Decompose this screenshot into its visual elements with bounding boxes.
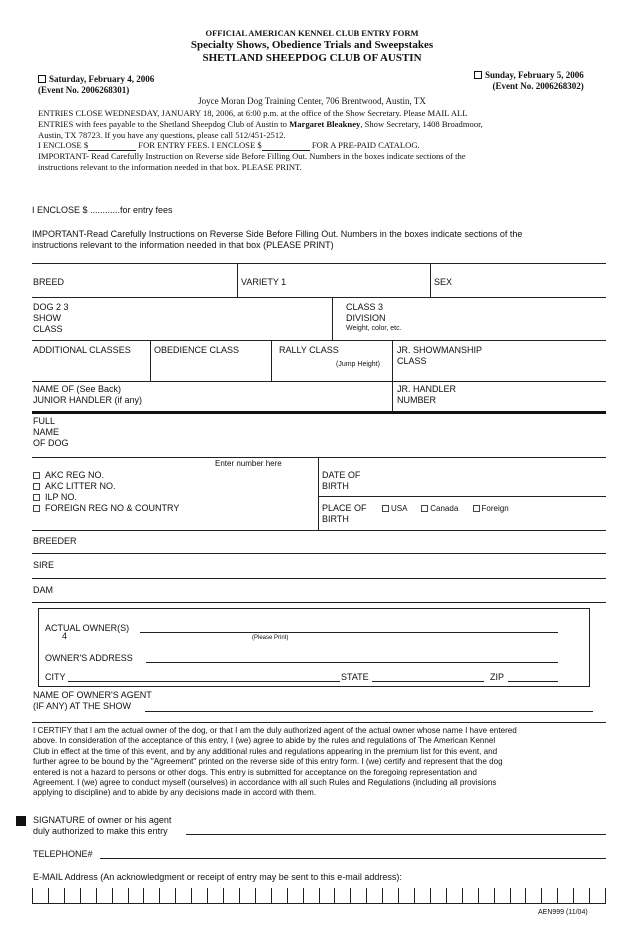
junior-handler-name-field[interactable]: NAME OF (See Back) JUNIOR HANDLER (if any) xyxy=(33,384,143,405)
ilp-option[interactable]: ILP NO. xyxy=(33,492,179,503)
foreign-reg-checkbox[interactable] xyxy=(33,505,40,512)
breed-field[interactable]: BREED xyxy=(33,277,65,287)
email-cell-divider xyxy=(271,888,272,904)
email-cell-divider xyxy=(207,888,208,904)
email-cell-divider xyxy=(541,888,542,904)
email-cell-divider xyxy=(494,888,495,904)
email-cell-divider xyxy=(175,888,176,904)
email-cell-divider xyxy=(334,888,335,904)
place-of-birth-field: PLACE OF BIRTH xyxy=(322,503,367,524)
divider xyxy=(318,457,319,530)
header-line-3: SHETLAND SHEEPDOG CLUB OF AUSTIN xyxy=(202,52,422,64)
divider xyxy=(271,340,272,381)
divider xyxy=(150,340,151,381)
registration-options xyxy=(33,470,179,514)
foreign-reg-option[interactable]: FOREIGN REG NO & COUNTRY xyxy=(33,503,179,514)
sunday-event-number: (Event No. 2006268302) xyxy=(492,81,584,91)
divider xyxy=(392,381,393,411)
city-line[interactable] xyxy=(68,681,340,682)
divider xyxy=(430,263,431,297)
saturday-checkbox[interactable] xyxy=(38,75,46,83)
email-cell-divider xyxy=(446,888,447,904)
email-cell-divider xyxy=(239,888,240,904)
signature-label: SIGNATURE of owner or his agent duly authorized to make this entry xyxy=(33,815,172,836)
owner-box xyxy=(38,608,590,687)
sunday-date: Sunday, February 5, 2006 xyxy=(485,70,584,80)
divider xyxy=(32,602,606,603)
certify-line: above. In consideration of the acceptance of this entry, I (we) agree to abide by the rules and regulations of The American Kennel xyxy=(33,736,496,746)
state-line[interactable] xyxy=(372,681,484,682)
email-input-cells[interactable] xyxy=(32,888,606,904)
usa-checkbox[interactable] xyxy=(382,505,389,512)
certification-paragraph xyxy=(33,726,609,799)
obedience-class-field[interactable]: OBEDIENCE CLASS xyxy=(154,345,240,355)
show-class-field[interactable]: DOG 2 3 SHOW CLASS xyxy=(33,302,69,334)
divider xyxy=(392,340,393,381)
divider xyxy=(32,340,606,341)
division-hint: Weight, color, etc. xyxy=(346,325,402,332)
divider xyxy=(32,722,606,723)
certify-line: I CERTIFY that I am the actual owner of the dog, or that I am the duly authorized agent of the actual owner whose name I have entered xyxy=(33,726,517,735)
akc-litter-option[interactable]: AKC LITTER NO. xyxy=(33,481,179,492)
certify-line: Agreement. I (we) agree to conduct myself (ourselves) in accordance with all such Rules and Regulations (including all provisions xyxy=(33,778,497,788)
email-cell-divider xyxy=(64,888,65,904)
state-label: STATE xyxy=(341,672,369,682)
certify-line: applying to discipline) and to abide by any decisions made in accord with them. xyxy=(33,788,316,798)
certify-line: further agree to be bound by the "Agreement" printed on the reverse side of this entry form. I (we) certify and represent that the dog xyxy=(33,757,503,767)
enter-number-hint: Enter number here xyxy=(215,459,282,468)
thick-divider xyxy=(32,411,606,414)
important-line-2: instructions relevant to the information needed in that box (PLEASE PRINT) xyxy=(32,240,334,250)
class-division-field[interactable]: CLASS 3 DIVISION Weight, color, etc. xyxy=(346,302,402,332)
jr-handler-number-field[interactable]: JR. HANDLER NUMBER xyxy=(397,384,457,405)
email-cell-divider xyxy=(128,888,129,904)
owner-address-line[interactable] xyxy=(146,662,558,663)
akc-litter-checkbox[interactable] xyxy=(33,483,40,490)
header-line-1: OFFICIAL AMERICAN KENNEL CLUB ENTRY FORM xyxy=(205,28,419,38)
divider xyxy=(237,263,238,297)
telephone-line[interactable] xyxy=(100,858,606,859)
email-cell-divider xyxy=(48,888,49,904)
email-cell-divider xyxy=(605,888,606,904)
email-cell-divider xyxy=(525,888,526,904)
secretary-name: Margaret Bleakney xyxy=(289,118,361,129)
divider xyxy=(332,297,333,340)
sire-field[interactable]: SIRE xyxy=(33,560,55,570)
zip-label: ZIP xyxy=(490,672,505,682)
entries-line-6: instructions relevant to the information needed in that box. PLEASE PRINT. xyxy=(38,161,302,172)
owners-agent-line[interactable] xyxy=(145,711,593,712)
foreign-option[interactable]: Foreign xyxy=(473,504,509,513)
email-cell-divider xyxy=(96,888,97,904)
city-label: CITY xyxy=(45,672,66,682)
email-cell-divider xyxy=(159,888,160,904)
birth-country-options xyxy=(382,504,509,513)
email-cell-divider xyxy=(366,888,367,904)
entries-line-1: ENTRIES CLOSE WEDNESDAY, JANUARY 18, 2006, at 6:00 p.m. at the office of the Show Secretary. Please MAIL ALL xyxy=(38,108,468,118)
date-of-birth-field[interactable]: DATE OF BIRTH xyxy=(322,470,361,491)
full-name-of-dog-field[interactable]: FULL NAME OF DOG xyxy=(33,416,69,448)
email-cell-divider xyxy=(510,888,511,904)
email-cell-divider xyxy=(143,888,144,904)
divider xyxy=(32,578,606,579)
entries-line-4: I ENCLOSE $ FOR ENTRY FEES. I ENCLOSE $ FOR A PRE-PAID CATALOG. xyxy=(38,140,420,151)
divider xyxy=(32,457,606,458)
email-cell-divider xyxy=(32,888,33,904)
enclose-line[interactable]: I ENCLOSE $ ............for entry fees xyxy=(32,205,173,215)
divider xyxy=(318,496,606,497)
email-cell-divider xyxy=(255,888,256,904)
important-note xyxy=(32,229,612,251)
breeder-field[interactable]: BREEDER xyxy=(33,536,77,546)
owners-agent-label: NAME OF OWNER'S AGENT (IF ANY) AT THE SHOW xyxy=(33,690,152,711)
certify-line: Club in effect at the time of this event, and by any additional rules and regulations appearing in the premium list for this event, and xyxy=(33,746,498,756)
email-cell-divider xyxy=(223,888,224,904)
email-cell-divider xyxy=(350,888,351,904)
entries-line-5: IMPORTANT- Read Carefully Instruction on Reverse side Before Filling Out. Numbers in the boxes indicate sections of the xyxy=(38,151,466,162)
certify-line: entered is not a hazard to persons or other dogs. This entry is submitted for acceptance on the foregoing representation and xyxy=(33,767,477,777)
entries-line-2: ENTRIES with fees payable to the Shetland Sheepdog Club of Austin to Margaret Bleakney, Show Secretary, 1408 Broadmoor, xyxy=(38,118,483,129)
header-line-2: Specialty Shows, Obedience Trials and Sweepstakes xyxy=(190,39,434,51)
please-print-hint: (Please Print) xyxy=(252,635,289,641)
divider xyxy=(32,381,606,382)
signature-line[interactable] xyxy=(186,834,606,835)
owner-line[interactable] xyxy=(140,632,558,633)
email-cell-divider xyxy=(112,888,113,904)
ilp-checkbox[interactable] xyxy=(33,494,40,501)
email-cell-divider xyxy=(478,888,479,904)
rally-class-field[interactable]: RALLY CLASS xyxy=(279,345,339,355)
canada-checkbox[interactable] xyxy=(421,505,428,512)
canada-option[interactable]: Canada xyxy=(421,504,458,513)
saturday-date: Saturday, February 4, 2006 xyxy=(49,74,155,84)
variety-field[interactable]: VARIETY 1 xyxy=(241,277,287,287)
akc-reg-option[interactable]: AKC REG NO. xyxy=(33,470,179,481)
dam-field[interactable]: DAM xyxy=(33,585,53,595)
divider xyxy=(32,553,606,554)
email-cell-divider xyxy=(589,888,590,904)
email-cell-divider xyxy=(462,888,463,904)
zip-line[interactable] xyxy=(508,681,558,682)
venue: Joyce Moran Dog Training Center, 706 Brentwood, Austin, TX xyxy=(198,96,426,106)
akc-reg-checkbox[interactable] xyxy=(33,472,40,479)
email-cell-divider xyxy=(557,888,558,904)
catalog-fee-blank[interactable] xyxy=(262,142,310,151)
signature-marker-icon xyxy=(16,816,26,826)
owner-address-label: OWNER'S ADDRESS xyxy=(45,653,133,663)
sex-field[interactable]: SEX xyxy=(434,277,453,287)
email-cell-divider xyxy=(287,888,288,904)
entry-fee-blank[interactable] xyxy=(88,142,136,151)
usa-option[interactable]: USA xyxy=(382,504,407,513)
divider xyxy=(32,297,606,298)
divider xyxy=(32,530,606,531)
form-code: AEN999 (11/04) xyxy=(538,909,588,916)
jr-showmanship-class-field[interactable]: JR. SHOWMANSHIP CLASS xyxy=(397,345,483,366)
divider xyxy=(32,263,606,264)
email-cell-divider xyxy=(382,888,383,904)
entries-line-3: Austin, TX 78723. If you have any questions, please call 512/451-2512. xyxy=(38,129,286,140)
telephone-label: TELEPHONE# xyxy=(33,849,93,859)
sunday-event xyxy=(474,70,584,92)
email-cell-divider xyxy=(573,888,574,904)
email-cell-divider xyxy=(430,888,431,904)
saturday-event xyxy=(38,74,154,96)
form-header xyxy=(0,28,624,65)
important-line-1: IMPORTANT-Read Carefully Instructions on Reverse Side Before Filling Out. Numbers in the boxes indicate sections of the xyxy=(32,229,523,239)
email-cell-divider xyxy=(319,888,320,904)
email-cell-divider xyxy=(191,888,192,904)
email-label: E-MAIL Address (An acknowledgment or receipt of entry may be sent to this e-mail address): xyxy=(33,872,402,882)
additional-classes-field[interactable]: ADDITIONAL CLASSES xyxy=(33,345,131,355)
sunday-checkbox[interactable] xyxy=(474,71,482,79)
saturday-event-number: (Event No. 2006268301) xyxy=(38,85,130,95)
email-cell-divider xyxy=(80,888,81,904)
entries-paragraph xyxy=(38,108,608,173)
actual-owner-label: ACTUAL OWNER(S) xyxy=(45,623,130,633)
email-cell-divider xyxy=(398,888,399,904)
email-cell-divider xyxy=(414,888,415,904)
foreign-checkbox[interactable] xyxy=(473,505,480,512)
email-cell-divider xyxy=(303,888,304,904)
jump-height-hint: (Jump Height) xyxy=(336,361,380,368)
owner-section-number: 4 xyxy=(62,631,68,641)
